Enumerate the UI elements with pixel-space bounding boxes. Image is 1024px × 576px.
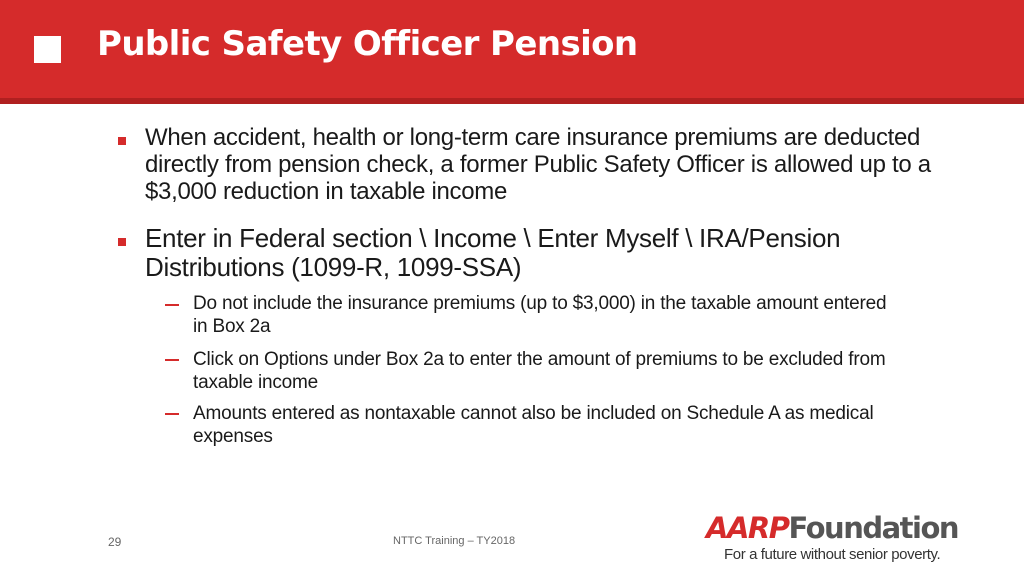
sub-bullet-text: Amounts entered as nontaxable cannot also be included on Schedule A as medical expenses: [193, 403, 874, 447]
dash-bullet-icon: [165, 359, 179, 361]
bullet-text: When accident, health or long-term care insurance premiums are deducted directly from pension check, a former Public Safety Officer is allowed up to a $3,000 reduction in taxable income: [145, 124, 931, 205]
aarp-foundation-logo: [706, 512, 976, 568]
bullet-text: Enter in Federal section \ Income \ Enter Myself \ IRA/Pension Distributions (1099-R, 1099-SSA): [145, 223, 841, 282]
logo-name: Foundation: [788, 511, 959, 545]
square-bullet-icon: [118, 238, 126, 246]
sub-bullet-text: Click on Options under Box 2a to enter the amount of premiums to be excluded from taxable income: [193, 349, 886, 393]
page-number: 29: [108, 535, 122, 549]
logo-brand: AARP: [706, 511, 789, 545]
footer-text: NTTC Training – TY2018: [393, 535, 516, 547]
logo-tagline: For a future without senior poverty.: [724, 546, 941, 563]
slide-title: Public Safety Officer Pension: [97, 24, 638, 64]
dash-bullet-icon: [165, 304, 179, 306]
square-bullet-icon: [118, 137, 126, 145]
dash-bullet-icon: [165, 413, 179, 415]
sub-bullet-text: Do not include the insurance premiums (up to $3,000) in the taxable amount entered in Box 2a: [193, 293, 887, 337]
